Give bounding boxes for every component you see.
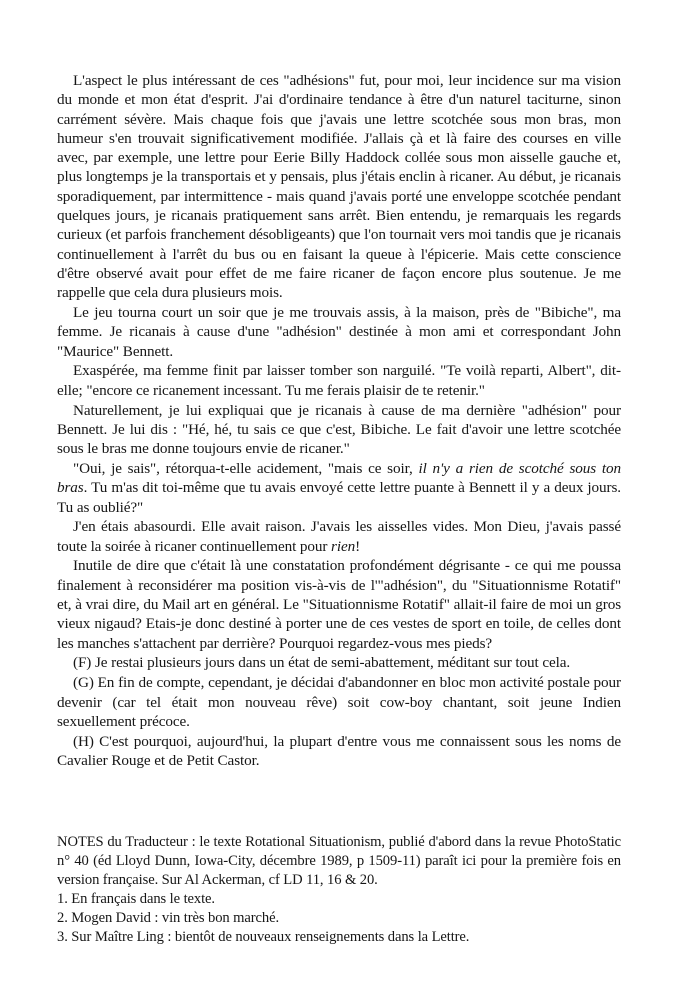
paragraph-text: J'en étais abasourdi. Elle avait raison. J'avais les aisselles vides. Mon Dieu, j'avais passé toute la soirée à ricaner continuellement pour (57, 518, 621, 555)
paragraph-text: . Tu m'as dit toi-même que tu avais envoyé cette lettre puante à Bennett il y a deux jours. Tu as oublié?" (57, 479, 621, 516)
body-paragraph (57, 517, 621, 556)
paragraph-text: (G) En fin de compte, cependant, je décidai d'abandonner en bloc mon activité postale pour devenir (car tel était mon nouveau rêve) soit cow-boy chantant, soit jeune Indien sexuellement précoce. (57, 674, 621, 730)
body-paragraph (57, 556, 621, 652)
body-paragraph (57, 673, 621, 731)
notes-intro: NOTES du Traducteur : le texte Rotational Situationism, publié d'abord dans la revue PhotoStatic n° 40 (éd Lloyd Dunn, Iowa-City, décembre 1989, p 1509-11) paraît ici pour la première fois en version française. Sur Al Ackerman, cf LD 11, 16 & 20. (57, 834, 621, 888)
translator-notes (57, 833, 621, 947)
paragraph-text: L'aspect le plus intéressant de ces "adhésions" fut, pour moi, leur incidence sur ma vision du monde et mon état d'esprit. J'ai d'ordinaire tendance à être d'un naturel taciturne, sinon carrément sévère. Mais chaque fois que j'avais une lettre scotchée sous mon bras, mon humeur s'en trouvait significativement modifiée. J'allais çà et là faire des courses en ville avec, par exemple, une lettre pour Eerie Billy Haddock collée sous mon aisselle gauche et, plus longtemps je la transportais et y pensais, plus j'étais enclin à ricaner. Au début, je ricanais sporadiquement, par intermittence - mais quand j'avais porté une enveloppe scotchée pendant quelques jours, je ricanais pratiquement sans arrêt. Bien entendu, je remarquais les regards curieux (et parfois franchement désobligeants) que l'on tournait vers moi tandis que je ricanais continuellement à l'arrêt du bus ou en faisant la queue à l'épicerie. Mais cette conscience d'être observé avait pour effet de me faire ricaner de façon encore plus soutenue. Je me rappelle que cela dura plusieurs mois. (57, 72, 621, 302)
paragraph-text: (H) C'est pourquoi, aujourd'hui, la plupart d'entre vous me connaissent sous les noms de Cavalier Rouge et de Petit Castor. (57, 732, 621, 769)
body-paragraph (57, 401, 621, 459)
body-paragraph (57, 732, 621, 771)
body-paragraph (57, 361, 621, 400)
italic-text: rien (331, 537, 356, 555)
body-paragraph (57, 71, 621, 303)
paragraph-text: "Oui, je sais", rétorqua-t-elle acidement, "mais ce soir, (73, 459, 419, 477)
paragraph-text: (F) Je restai plusieurs jours dans un état de semi-abattement, méditant sur tout cela. (73, 654, 571, 672)
body-paragraph (57, 459, 621, 517)
footnote-item: 2. Mogen David : vin très bon marché. (57, 910, 280, 926)
paragraph-text: Inutile de dire que c'était là une constatation profondément dégrisante - ce qui me poussa finalement à reconsidérer ma position vis-à-vis de l'"adhésion", du "Situationnisme Rotatif" et, à vrai dire, du Mail art en général. Le "Situationnisme Rotatif" allait-il faire de moi un gros vieux nigaud? Etais-je donc destiné à porter une de ces vestes de sport en toile, de celles dont les manches s'attachent par derrière? Pourquoi regardez-vous mes pieds? (57, 557, 621, 652)
paragraph-text: Le jeu tourna court un soir que je me trouvais assis, à la maison, près de "Bibiche", ma femme. Je ricanais à cause d'une "adhésion" destinée à mon ami et correspondant John "Maurice" Bennett. (57, 304, 621, 360)
body-paragraph (57, 653, 621, 672)
footnote-item: 3. Sur Maître Ling : bientôt de nouveaux renseignements dans la Lettre. (57, 929, 470, 945)
body-paragraph (57, 303, 621, 361)
paragraph-text: Naturellement, je lui expliquai que je ricanais à cause de ma dernière "adhésion" pour Bennett. Je lui dis : "Hé, hé, tu sais ce que c'est, Bibiche. Le fait d'avoir une lettre scotchée sous le bras me donne toujours envie de ricaner." (57, 401, 621, 458)
paragraph-text: ! (355, 537, 361, 555)
paragraph-text: Exaspérée, ma femme finit par laisser tomber son narguilé. "Te voilà reparti, Albert", dit-elle; "encore ce ricanement incessant. Tu me ferais plaisir de te retenir." (57, 362, 621, 399)
footnote-item: 1. En français dans le texte. (57, 891, 215, 907)
article-body (57, 71, 621, 771)
italic-text: il n'y a rien de scotché sous ton bras (57, 459, 622, 497)
footnotes-list (57, 890, 621, 947)
